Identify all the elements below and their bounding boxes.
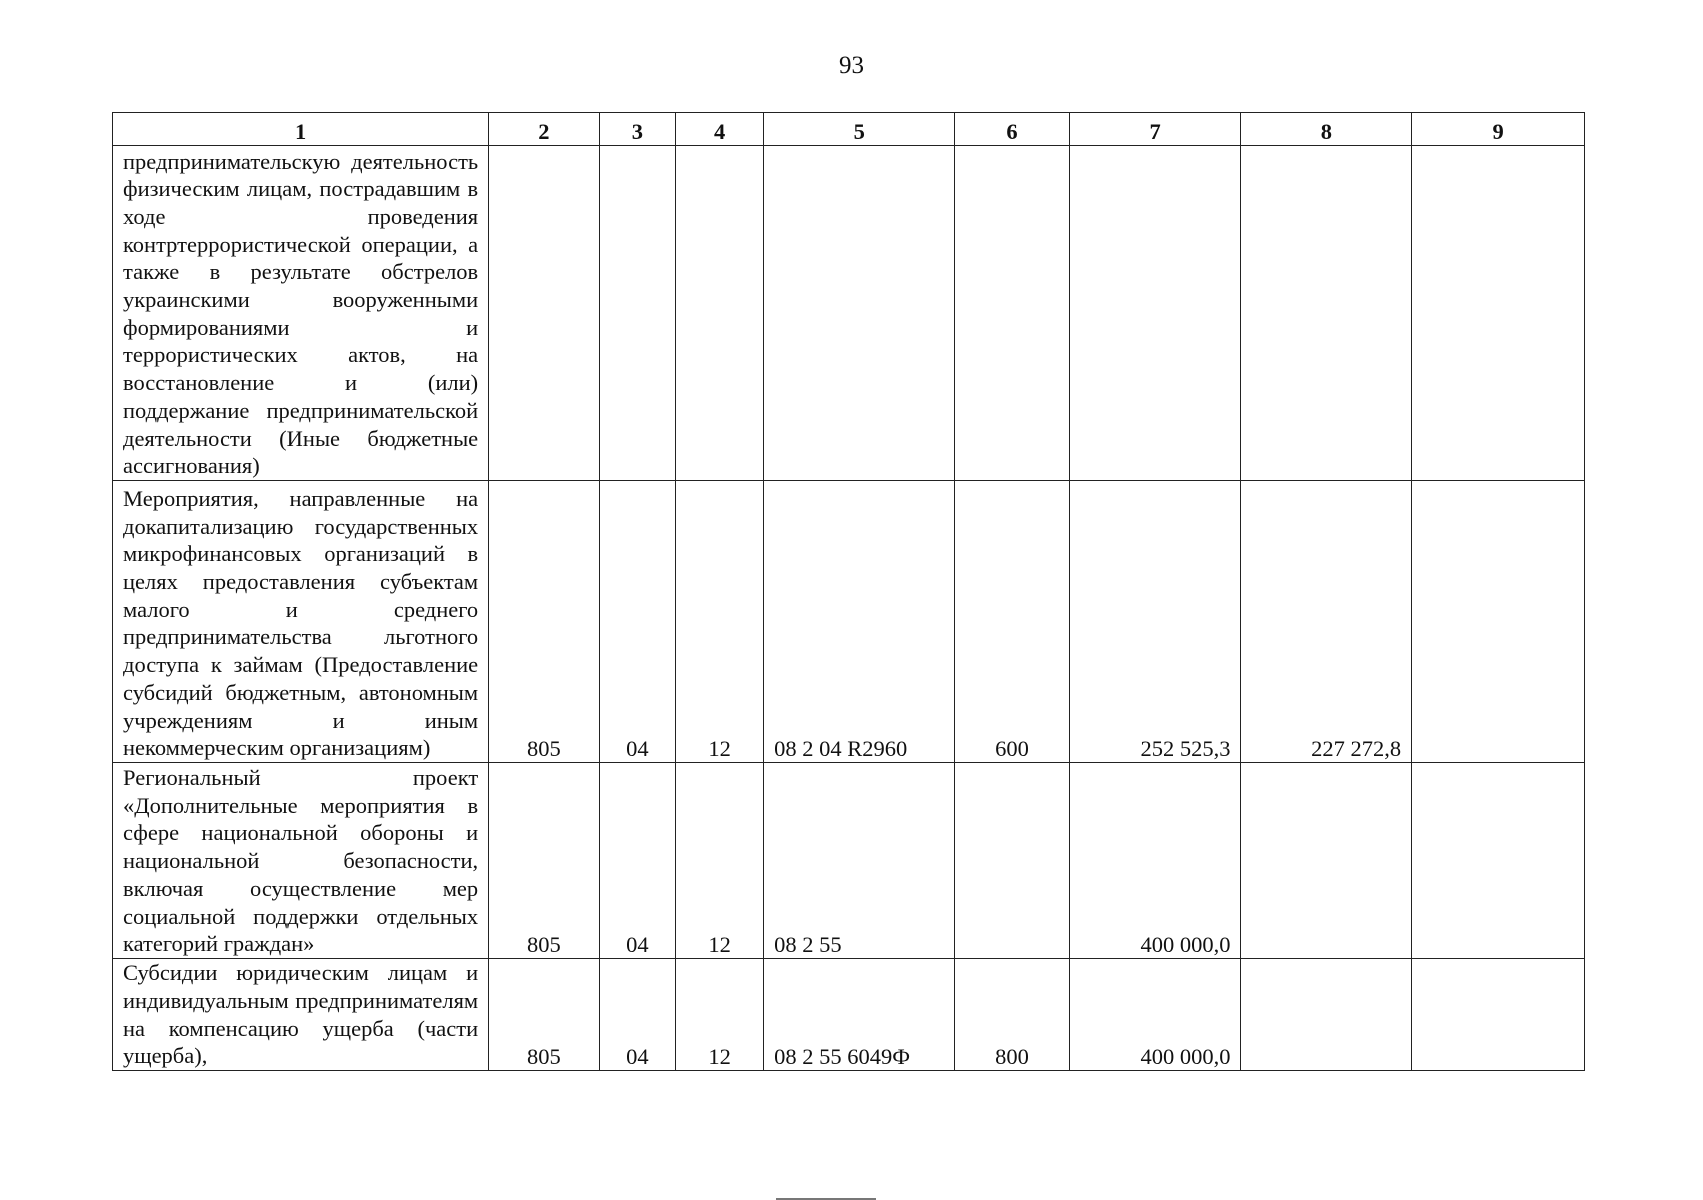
cell-col-8	[1241, 959, 1412, 1071]
col-header-8: 8	[1241, 113, 1412, 146]
cell-col-8	[1241, 146, 1412, 481]
cell-col-2	[489, 146, 599, 481]
col-header-3: 3	[599, 113, 676, 146]
table-row	[113, 959, 1585, 1071]
cell-col-7: 400 000,0	[1069, 763, 1241, 959]
col-header-4: 4	[676, 113, 764, 146]
row-description: предпринимательскую деятельность физическим лицам, пострадавшим в ходе проведения контртеррористической операции, а также в результате обстрелов украинскими вооруженными формированиями и террористических актов, на восстановление и (или) поддержание предпринимательской деятельности (Иные бюджетные ассигнования)	[113, 146, 489, 481]
cell-col-7	[1069, 146, 1241, 481]
col-header-6: 6	[955, 113, 1069, 146]
cell-col-5: 08 2 55	[764, 763, 955, 959]
cell-col-3: 04	[599, 959, 676, 1071]
col-header-7: 7	[1069, 113, 1241, 146]
cell-col-9	[1412, 959, 1585, 1071]
cell-col-3: 04	[599, 763, 676, 959]
cell-col-5	[764, 146, 955, 481]
cell-col-4	[676, 146, 764, 481]
cell-col-9	[1412, 763, 1585, 959]
cell-col-2: 805	[489, 481, 599, 763]
page-number: 93	[839, 52, 864, 79]
cell-col-2: 805	[489, 959, 599, 1071]
cell-col-5: 08 2 04 R2960	[764, 481, 955, 763]
cell-col-6: 800	[955, 959, 1069, 1071]
cell-col-3: 04	[599, 481, 676, 763]
row-description: Мероприятия, направленные на докапитализацию государственных микрофинансовых организаций в целях предоставления субъектам малого и среднего предпринимательства льготного доступа к займам (Предоставление субсидий бюджетным, автономным учреждениям и иным некоммерческим организациям)	[113, 481, 489, 763]
cell-col-3	[599, 146, 676, 481]
table-header-row	[113, 113, 1585, 146]
cell-col-5: 08 2 55 6049Ф	[764, 959, 955, 1071]
table-row	[113, 481, 1585, 763]
table-row	[113, 146, 1585, 481]
cell-col-6: 600	[955, 481, 1069, 763]
cell-col-9	[1412, 146, 1585, 481]
cell-col-6	[955, 763, 1069, 959]
col-header-1: 1	[113, 113, 489, 146]
cell-col-6	[955, 146, 1069, 481]
budget-table	[112, 112, 1585, 1071]
col-header-9: 9	[1412, 113, 1585, 146]
cell-col-2: 805	[489, 763, 599, 959]
cell-col-4: 12	[676, 959, 764, 1071]
row-description: Субсидии юридическим лицам и индивидуальным предпринимателям на компенсацию ущерба (части ущерба),	[113, 959, 489, 1071]
cell-col-4: 12	[676, 481, 764, 763]
cell-col-8	[1241, 763, 1412, 959]
table-row	[113, 763, 1585, 959]
col-header-2: 2	[489, 113, 599, 146]
cell-col-9	[1412, 481, 1585, 763]
col-header-5: 5	[764, 113, 955, 146]
cell-col-8: 227 272,8	[1241, 481, 1412, 763]
cell-col-7: 400 000,0	[1069, 959, 1241, 1071]
cell-col-7: 252 525,3	[1069, 481, 1241, 763]
cell-col-4: 12	[676, 763, 764, 959]
row-description: Региональный проект «Дополнительные мероприятия в сфере национальной обороны и национальной безопасности, включая осуществление мер социальной поддержки отдельных категорий граждан»	[113, 763, 489, 959]
